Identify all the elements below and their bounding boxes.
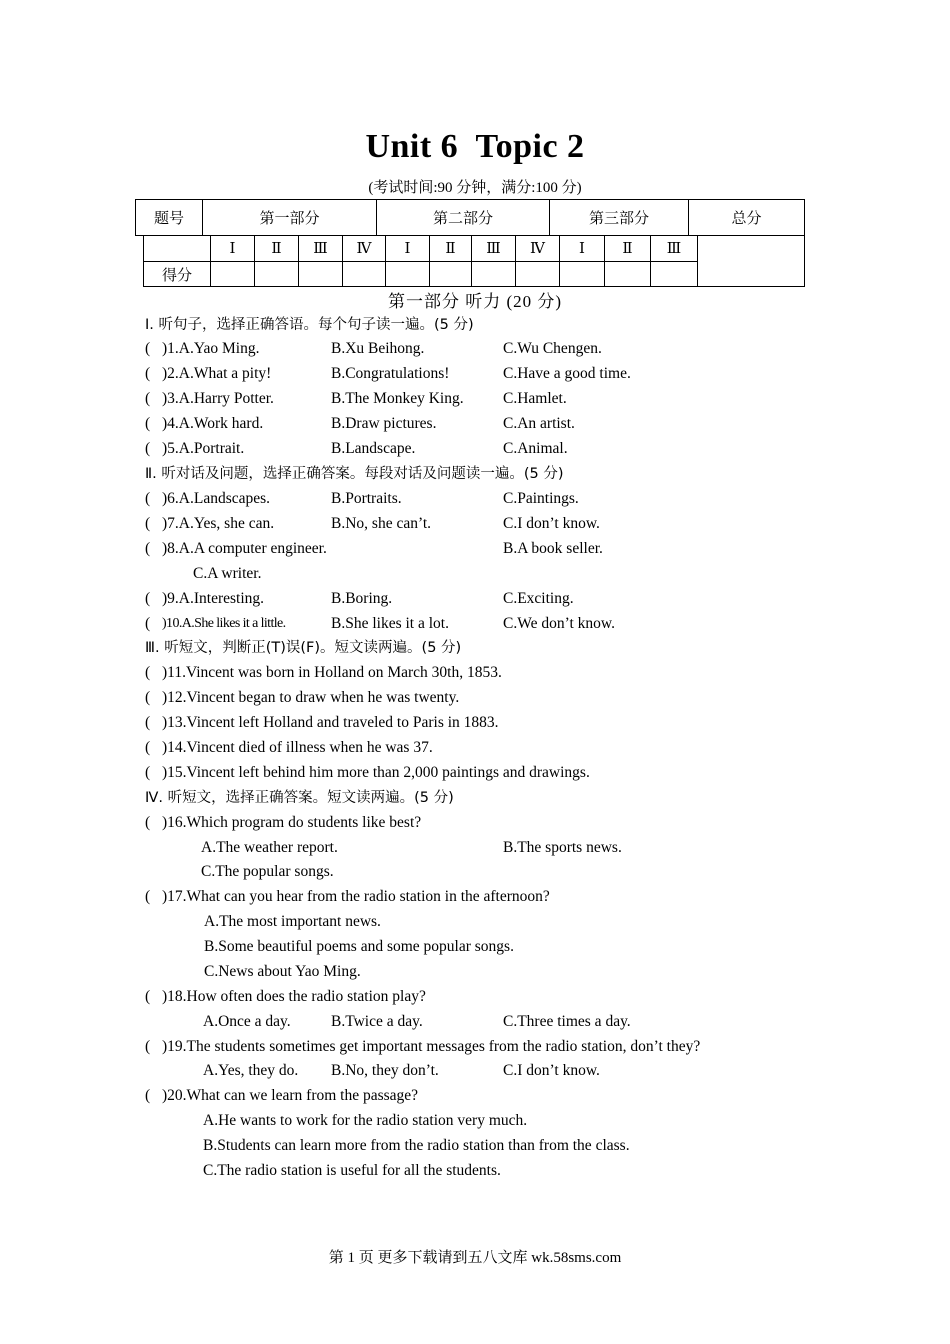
header-part2: 第二部分 — [376, 199, 550, 236]
score-cell — [254, 261, 299, 287]
option-b: B.Xu Beihong. — [331, 340, 425, 357]
statement-text: )12.Vincent began to draw when he was twenty. — [162, 689, 460, 706]
option-b: B.Draw pictures. — [331, 415, 437, 432]
option-c: C.Animal. — [503, 440, 568, 457]
numeral-cell: Ⅲ — [471, 235, 516, 262]
option-b: B.Portraits. — [331, 490, 402, 507]
answer-paren: ( — [145, 689, 151, 706]
option-c: C.An artist. — [503, 415, 575, 432]
option-b: B.She likes it a lot. — [331, 615, 449, 632]
question-stem: )20.What can we learn from the passage? — [162, 1087, 419, 1104]
question-stem: )18.How often does the radio station play? — [162, 988, 426, 1005]
numeral-cell: Ⅰ — [210, 235, 255, 262]
question-stem: )17.What can you hear from the radio station in the afternoon? — [162, 888, 550, 905]
page-title: Unit 6 Topic 2 — [365, 128, 585, 165]
score-cell — [385, 261, 430, 287]
answer-paren: ( — [145, 540, 151, 557]
option-a: )5.A.Portrait. — [162, 440, 245, 457]
option-b: B.No, she can’t. — [331, 515, 432, 532]
answer-paren: ( — [145, 714, 151, 731]
score-cell — [515, 261, 560, 287]
option-a: )4.A.Work hard. — [162, 415, 264, 432]
option-b: B.Twice a day. — [331, 1013, 423, 1030]
question-stem: )19.The students sometimes get important messages from the radio station, don’t they? — [162, 1038, 701, 1055]
option-a: )1.A.Yao Ming. — [162, 340, 260, 357]
numeral-cell: Ⅲ — [298, 235, 343, 262]
option-c: C.The radio station is useful for all the students. — [203, 1162, 501, 1179]
answer-paren: ( — [145, 340, 151, 357]
option-c: C.Hamlet. — [503, 390, 567, 407]
option-a: )6.A.Landscapes. — [162, 490, 271, 507]
option-b: B.Landscape. — [331, 440, 416, 457]
score-cell — [650, 261, 698, 287]
option-b: B.Students can learn more from the radio station than from the class. — [203, 1137, 630, 1154]
page-footer: 第 1 页 更多下载请到五八文库 wk.58sms.com — [328, 1250, 622, 1266]
question-stem: )16.Which program do students like best? — [162, 814, 422, 831]
answer-paren: ( — [145, 739, 151, 756]
option-c: C.A writer. — [193, 565, 262, 582]
option-c: C.Exciting. — [503, 590, 574, 607]
option-b: B.No, they don’t. — [331, 1062, 439, 1079]
numeral-cell: Ⅱ — [429, 235, 472, 262]
section-title: 第一部分 听力 (20 分) — [387, 292, 563, 311]
answer-paren: ( — [145, 764, 151, 781]
option-b: B.Some beautiful poems and some popular songs. — [204, 938, 514, 955]
score-cell — [298, 261, 343, 287]
option-c: C.News about Yao Ming. — [204, 963, 361, 980]
part-heading: Ⅰ. 听句子，选择正确答语。每个句子读一遍。(5 分) — [145, 317, 474, 333]
option-a: )8.A.A computer engineer. — [162, 540, 327, 557]
option-c: C.Paintings. — [503, 490, 579, 507]
option-b: B.A book seller. — [503, 540, 603, 557]
score-cell — [559, 261, 605, 287]
statement-text: )11.Vincent was born in Holland on March 30th, 1853. — [162, 664, 502, 681]
option-b: B.Congratulations! — [331, 365, 450, 382]
numeral-cell: Ⅳ — [515, 235, 560, 262]
part-heading: Ⅲ. 听短文，判断正(T)误(F)。短文读两遍。(5 分) — [145, 640, 462, 656]
header-question: 题号 — [135, 199, 203, 236]
option-c: C.I don’t know. — [503, 1062, 600, 1079]
header-part1: 第一部分 — [202, 199, 377, 236]
option-b: B.Boring. — [331, 590, 393, 607]
option-b: B.The Monkey King. — [331, 390, 464, 407]
option-a: )3.A.Harry Potter. — [162, 390, 274, 407]
statement-text: )14.Vincent died of illness when he was 37. — [162, 739, 433, 756]
option-a: )10.A.She likes it a little. — [162, 616, 286, 631]
answer-paren: ( — [145, 365, 151, 382]
option-a: )2.A.What a pity! — [162, 365, 272, 382]
exam-info: (考试时间:90 分钟，满分:100 分) — [368, 180, 582, 196]
option-c: C.Three times a day. — [503, 1013, 631, 1030]
header-score: 得分 — [143, 261, 211, 287]
option-c: C.I don’t know. — [503, 515, 600, 532]
option-c: C.Wu Chengen. — [503, 340, 602, 357]
score-cell — [471, 261, 516, 287]
score-cell — [429, 261, 472, 287]
numeral-cell: Ⅲ — [650, 235, 698, 262]
option-c: C.Have a good time. — [503, 365, 631, 382]
answer-paren: ( — [145, 814, 151, 831]
part-heading: Ⅳ. 听短文，选择正确答案。短文读两遍。(5 分) — [145, 790, 454, 806]
answer-paren: ( — [145, 590, 151, 607]
header-total: 总分 — [688, 199, 805, 236]
statement-text: )13.Vincent left Holland and traveled to Paris in 1883. — [162, 714, 499, 731]
option-a: A.The weather report. — [201, 839, 338, 856]
score-cell — [342, 261, 386, 287]
statement-text: )15.Vincent left behind him more than 2,000 paintings and drawings. — [162, 764, 590, 781]
answer-paren: ( — [145, 440, 151, 457]
answer-paren: ( — [145, 1038, 151, 1055]
option-a: A.Yes, they do. — [203, 1062, 299, 1079]
score-table — [135, 199, 805, 287]
total-score-cell — [697, 235, 805, 287]
answer-paren: ( — [145, 490, 151, 507]
numeral-cell: Ⅱ — [254, 235, 299, 262]
option-a: A.He wants to work for the radio station very much. — [203, 1112, 528, 1129]
option-a: )7.A.Yes, she can. — [162, 515, 275, 532]
option-a: A.Once a day. — [203, 1013, 291, 1030]
answer-paren: ( — [145, 390, 151, 407]
numeral-cell: Ⅰ — [385, 235, 430, 262]
option-a: )9.A.Interesting. — [162, 590, 265, 607]
score-cell — [210, 261, 255, 287]
part-heading: Ⅱ. 听对话及问题，选择正确答案。每段对话及问题读一遍。(5 分) — [145, 466, 564, 482]
numeral-cell: Ⅱ — [604, 235, 651, 262]
blank-corner-cell — [143, 235, 211, 262]
answer-paren: ( — [145, 415, 151, 432]
score-cell — [604, 261, 651, 287]
answer-paren: ( — [145, 1087, 151, 1104]
answer-paren: ( — [145, 515, 151, 532]
answer-paren: ( — [145, 664, 151, 681]
numeral-cell: Ⅰ — [559, 235, 605, 262]
option-a: A.The most important news. — [204, 913, 381, 930]
option-c: C.We don’t know. — [503, 615, 615, 632]
header-part3: 第三部分 — [549, 199, 689, 236]
option-c: C.The popular songs. — [201, 863, 334, 880]
numeral-cell: Ⅳ — [342, 235, 386, 262]
answer-paren: ( — [145, 988, 151, 1005]
option-b: B.The sports news. — [503, 839, 622, 856]
answer-paren: ( — [145, 888, 151, 905]
answer-paren: ( — [145, 615, 151, 632]
